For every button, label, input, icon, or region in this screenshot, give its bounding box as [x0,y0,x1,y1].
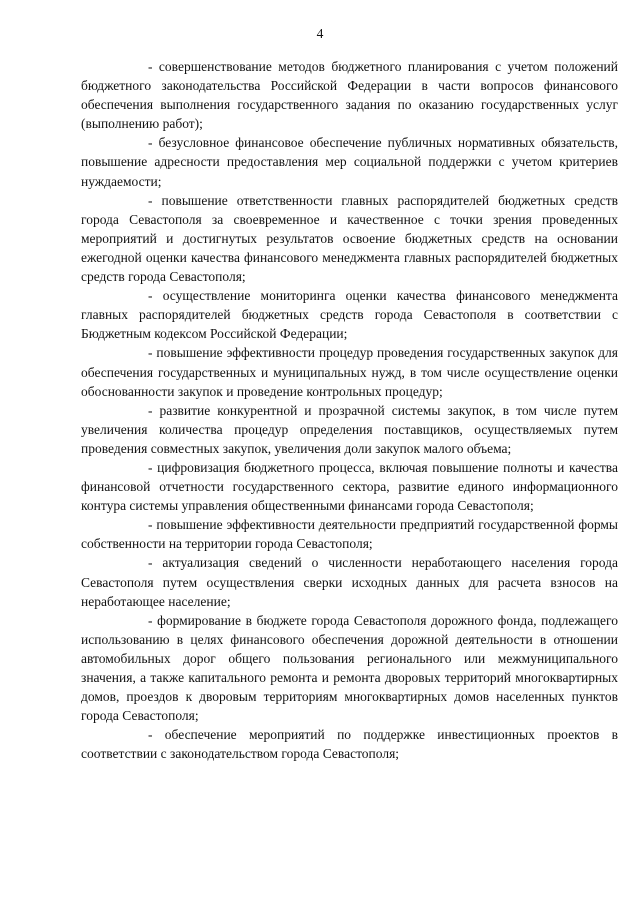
list-item: - безусловное финансовое обеспечение публичных нормативных обязательств, повышение адресности предоставления мер социальной поддержки с учетом критериев нуждаемости; [81,135,618,189]
list-item: - цифровизация бюджетного процесса, включая повышение полноты и качества финансовой отчетности государственного сектора, развитие единого информационного контура системы управления общественными финансами города Севастополя; [81,459,618,514]
page-number: 4 [316,26,324,41]
list-item: - повышение эффективности деятельности предприятий государственной формы собственности на территории города Севастополя; [81,517,618,552]
list-item: - повышение ответственности главных распорядителей бюджетных средств города Севастополя за своевременное и качественное с точки зрения проведенных мероприятий и достигнутых результатов освоение бюджетных средств на основании ежегодной оценки качества финансового менеджмента главных распорядителей бюджетных средств города Севастополя; [81,192,618,285]
list-item: - совершенствование методов бюджетного планирования с учетом положений бюджетного законодательства Российской Федерации в части вопросов финансового обеспечения выполнения государственного задания по оказанию государственных услуг (выполнению работ); [81,59,618,132]
list-item: - обеспечение мероприятий по поддержке инвестиционных проектов в соответствии с законодательством города Севастополя; [81,727,618,762]
list-item: - повышение эффективности процедур проведения государственных закупок для обеспечения государственных и муниципальных нужд, в том числе осуществление оценки обоснованности закупок и проведение контрольных процедур; [81,345,618,399]
list-item: - осуществление мониторинга оценки качества финансового менеджмента главных распорядителей бюджетных средств города Севастополя в соответствии с Бюджетным кодексом Российской Федерации; [81,288,618,342]
list-item: - актуализация сведений о численности неработающего населения города Севастополя путем осуществления сверки исходных данных для расчета взносов на неработающее население; [81,555,618,609]
document-body [81,57,618,763]
list-item: - развитие конкурентной и прозрачной системы закупок, в том числе путем увеличения количества процедур определения поставщиков, осуществляемых путем проведения совместных закупок, увеличения доли закупок малого объема; [81,402,618,456]
list-item: - формирование в бюджете города Севастополя дорожного фонда, подлежащего использованию в целях финансового обеспечения дорожной деятельности в отношении автомобильных дорог общего пользования регионального или межмуниципального значения, а также капитального ремонта и ремонта дворовых территорий многоквартирных домов, проездов к дворовым территориям многоквартирных домов населенных пунктов города Севастополя; [81,612,618,724]
